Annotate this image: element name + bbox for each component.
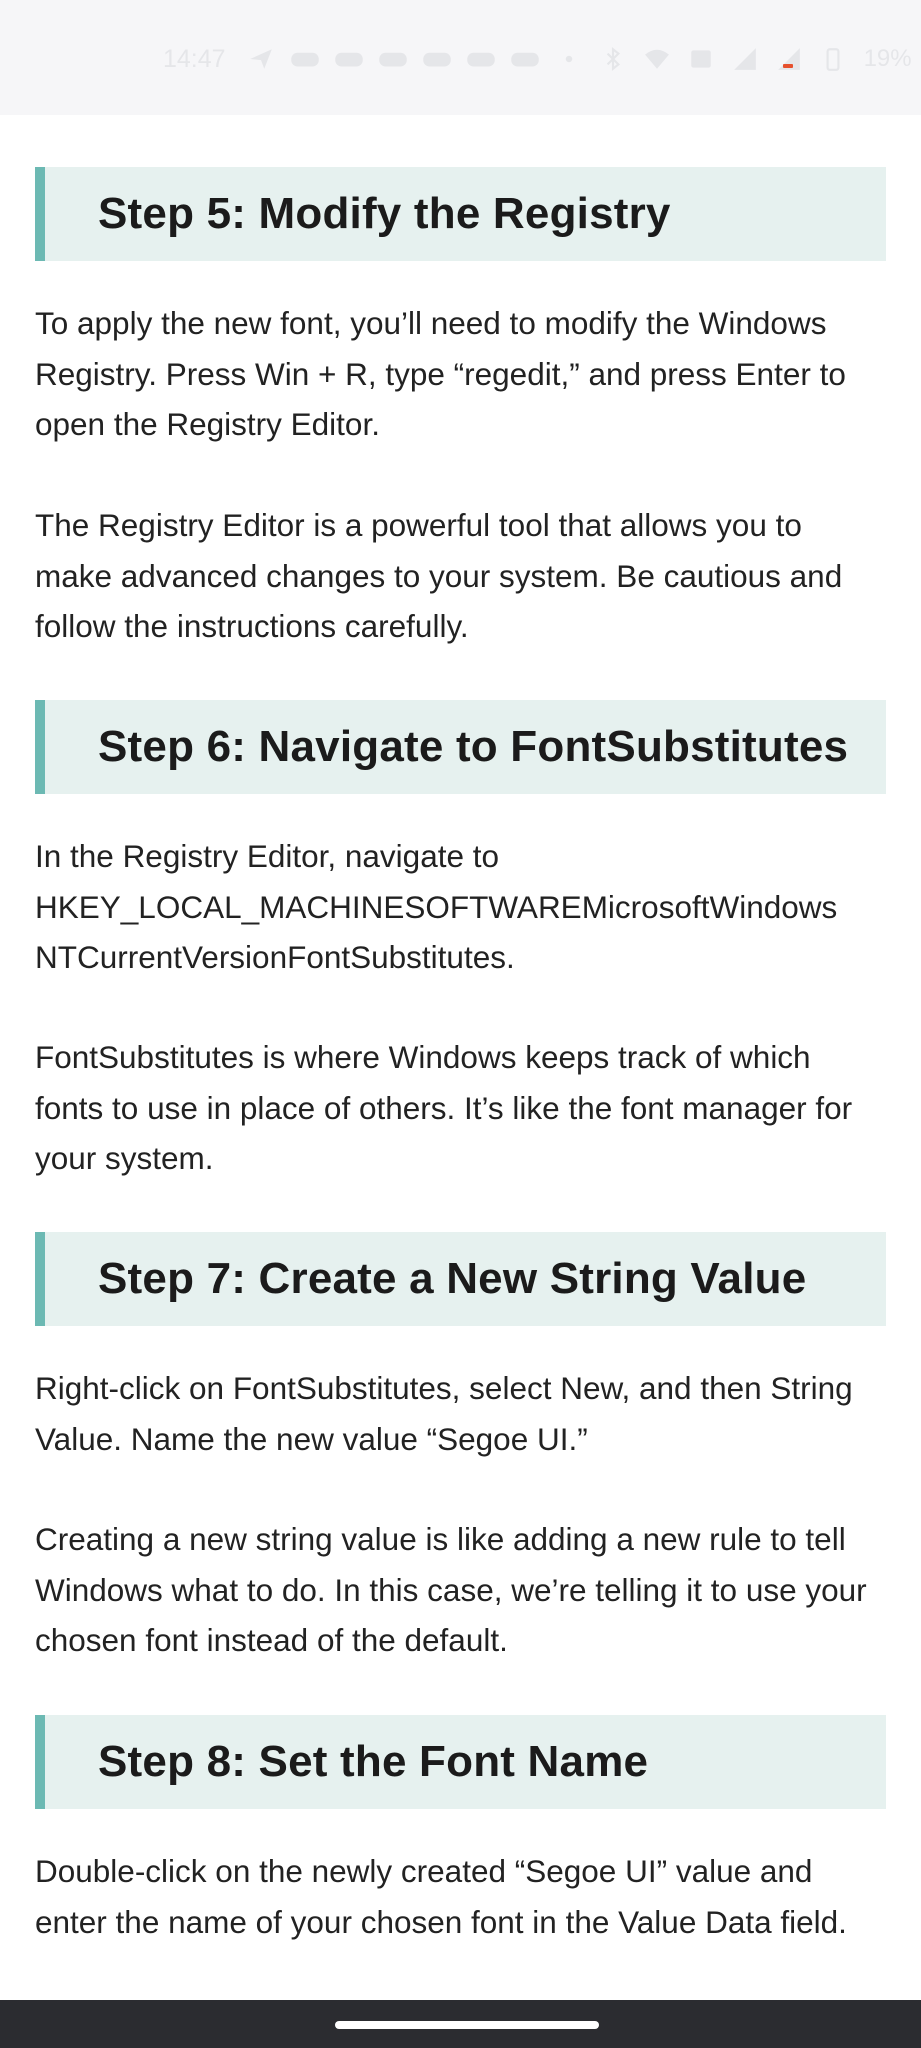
status-icons: [163, 42, 912, 76]
paragraph: FontSubstitutes is where Windows keeps track of which fonts to use in place of others. It’s like the font manager for your system.: [35, 1039, 853, 1176]
paragraph: Double-click on the newly created “Segoe UI” value and enter the name of your chosen font in the Value Data field.: [35, 1853, 847, 1940]
step-heading: [35, 700, 886, 794]
battery-level: 19%: [863, 45, 912, 72]
navigation-bar: [0, 2000, 921, 2048]
gamepad-icon: [332, 44, 366, 74]
step-heading: [35, 1232, 886, 1326]
step-title: Step 6: Navigate to FontSubstitutes: [98, 722, 849, 771]
gamepad-icon: [464, 44, 498, 74]
paragraph: Right-click on FontSubstitutes, select New, and then String Value. Name the new value “Segoe UI.”: [35, 1370, 853, 1457]
paragraph: Creating a new string value is like adding a new rule to tell Windows what to do. In this case, we’re telling it to use your chosen font instead of the default.: [35, 1521, 867, 1658]
step-heading: [35, 1715, 886, 1809]
signal-icon: [772, 44, 806, 74]
gamepad-icon: [376, 44, 410, 74]
gamepad-icon: [508, 44, 542, 74]
wifi-icon: [640, 44, 674, 74]
paragraph: To apply the new font, you’ll need to modify the Windows Registry. Press Win + R, type “regedit,” and press Enter to open the Registry Editor.: [35, 305, 846, 442]
battery-icon: [816, 44, 850, 74]
paragraph: In the Registry Editor, navigate to HKEY_LOCAL_MACHINESOFTWAREMicrosoftWindows NTCurrentVersionFontSubstitutes.: [35, 838, 838, 975]
step-title: Step 5: Modify the Registry: [98, 189, 671, 238]
article-content[interactable]: [0, 115, 921, 2000]
bluetooth-icon: [596, 44, 630, 74]
step-title: Step 8: Set the Font Name: [98, 1737, 649, 1786]
status-time: 14:47: [163, 44, 226, 73]
gamepad-icon: [288, 44, 322, 74]
battery-low-indicator: [783, 64, 793, 68]
sim-icon: [684, 44, 718, 74]
step-title: Step 7: Create a New String Value: [98, 1254, 807, 1303]
dot-icon: [552, 44, 586, 74]
status-bar: [0, 0, 921, 115]
send-icon: [244, 44, 278, 74]
gamepad-icon: [420, 44, 454, 74]
home-indicator[interactable]: [335, 2021, 599, 2029]
paragraph: The Registry Editor is a powerful tool that allows you to make advanced changes to your system. Be cautious and follow the instructions carefully.: [35, 507, 843, 644]
signal-icon: [728, 44, 762, 74]
step-heading: [35, 167, 886, 261]
